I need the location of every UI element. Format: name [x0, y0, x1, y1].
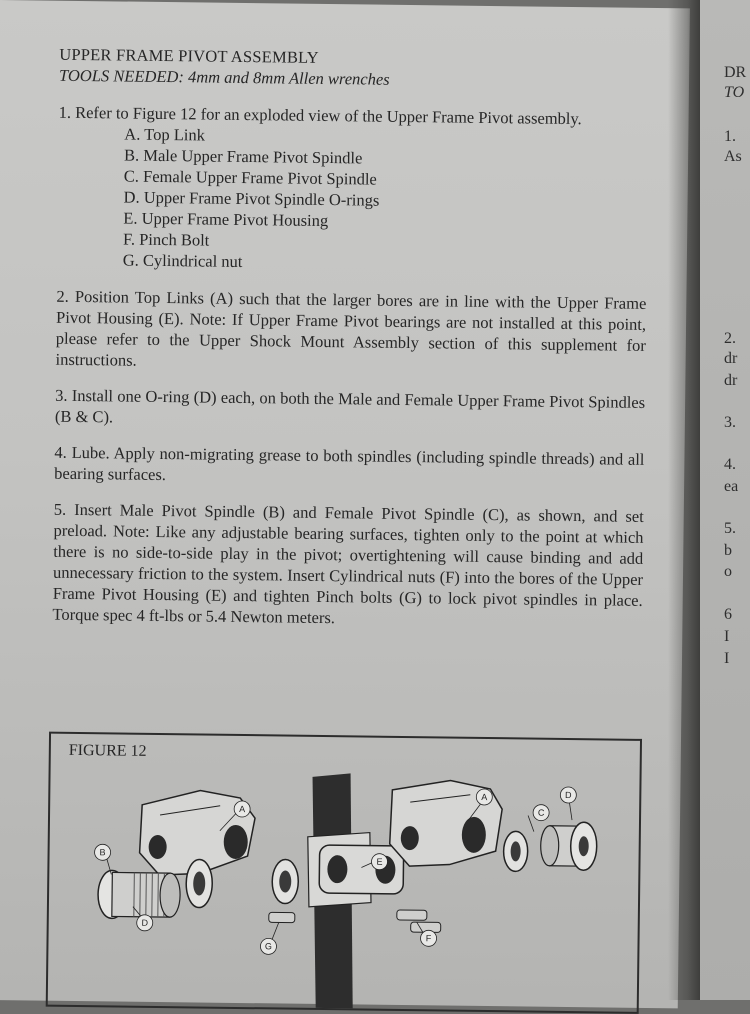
svg-text:D: D — [141, 917, 149, 928]
svg-text:C: C — [537, 807, 545, 818]
callout-e — [371, 854, 387, 870]
step-1: 1. Refer to Figure 12 for an exploded view of the Upper Frame Pivot assembly. — [58, 102, 582, 129]
svg-text:E: E — [376, 856, 383, 867]
edge-text: o — [724, 563, 732, 580]
callout-d1 — [560, 787, 576, 803]
pivot-housing — [319, 845, 404, 894]
edge-text: 2. — [724, 330, 736, 347]
edge-text: 6 — [724, 606, 732, 623]
edge-text: dr — [724, 372, 738, 389]
figure-12-box — [46, 732, 642, 1014]
edge-text: b — [724, 542, 732, 559]
edge-text: ea — [724, 478, 739, 495]
svg-text:F: F — [425, 933, 432, 944]
callout-c — [533, 805, 549, 821]
pinch-bolts — [269, 908, 441, 932]
callout-b — [94, 844, 110, 860]
edge-text: 3. — [724, 414, 736, 431]
part-item: B. Male Upper Frame Pivot Spindle — [123, 145, 363, 168]
callout-g — [260, 938, 276, 954]
svg-text:D: D — [565, 789, 572, 801]
exploded-view-diagram — [48, 734, 640, 1012]
edge-text: I — [724, 650, 730, 667]
male-spindle — [98, 870, 181, 919]
figure-label: FIGURE 12 — [68, 741, 147, 760]
part-item: G. Cylindrical nut — [122, 250, 243, 271]
callout-a2 — [476, 789, 492, 805]
svg-text:A: A — [239, 803, 246, 815]
callout-f — [420, 930, 436, 946]
svg-text:A: A — [481, 791, 488, 803]
edge-text: TO — [724, 84, 745, 101]
step-2: 2. Position Top Links (A) such that the larger bores are in line with the Upper Frame Pivot Housing (E). Note: If Upper Frame Pivot bearings are not installed at this point, please refer to the Upper Shock Mount Assembly section of this supplement for instructions. — [55, 286, 647, 370]
edge-text: dr — [724, 350, 738, 367]
step-5: 5. Insert Male Pivot Spindle (B) and Female Pivot Spindle (C), as shown, and set preload. Note: Like any adjustable bearing surfaces, tighten only to the point at which there is no side-to-side play in the pivot; overtightening will cause binding and add unnecessary friction to the system. Insert Cylindrical nuts (F) into the bores of the Upper Frame Pivot Housing (E) and tighten Pinch bolts (G) to lock pivot spindles in place. Torque spec 4 ft-lbs or 5.4 Newton meters. — [52, 499, 644, 628]
svg-text:B: B — [99, 847, 106, 858]
edge-text: As — [724, 148, 742, 165]
tools-needed: TOOLS NEEDED: 4mm and 8mm Allen wrenches — [58, 65, 390, 89]
edge-text: 5. — [724, 520, 736, 537]
step-3: 3. Install one O-ring (D) each, on both the Male and Female Upper Frame Pivot Spindles (B & C). — [54, 385, 646, 427]
edge-text: 4. — [724, 456, 736, 473]
edge-text: DR — [724, 64, 747, 81]
edge-text: 1. — [724, 128, 736, 145]
part-item: A. Top Link — [124, 124, 206, 145]
book-gutter — [668, 0, 700, 1000]
parts-list — [57, 123, 649, 277]
svg-text:G: G — [264, 941, 273, 952]
bushings-left — [186, 858, 299, 908]
part-item: C. Female Upper Frame Pivot Spindle — [123, 166, 377, 189]
callout-a1 — [234, 801, 250, 817]
callout-d2 — [137, 915, 153, 931]
part-item: D. Upper Frame Pivot Spindle O-rings — [123, 187, 380, 210]
section-title: UPPER FRAME PIVOT ASSEMBLY — [59, 44, 319, 67]
document-body — [52, 45, 649, 632]
female-spindle — [503, 821, 597, 872]
part-item: F. Pinch Bolt — [122, 229, 210, 250]
right-page-edge — [700, 0, 750, 1000]
step-4: 4. Lube. Apply non-migrating grease to both spindles (including spindle threads) and all bearing surfaces. — [54, 442, 645, 485]
part-item: E. Upper Frame Pivot Housing — [123, 208, 329, 231]
edge-text: I — [724, 628, 730, 645]
